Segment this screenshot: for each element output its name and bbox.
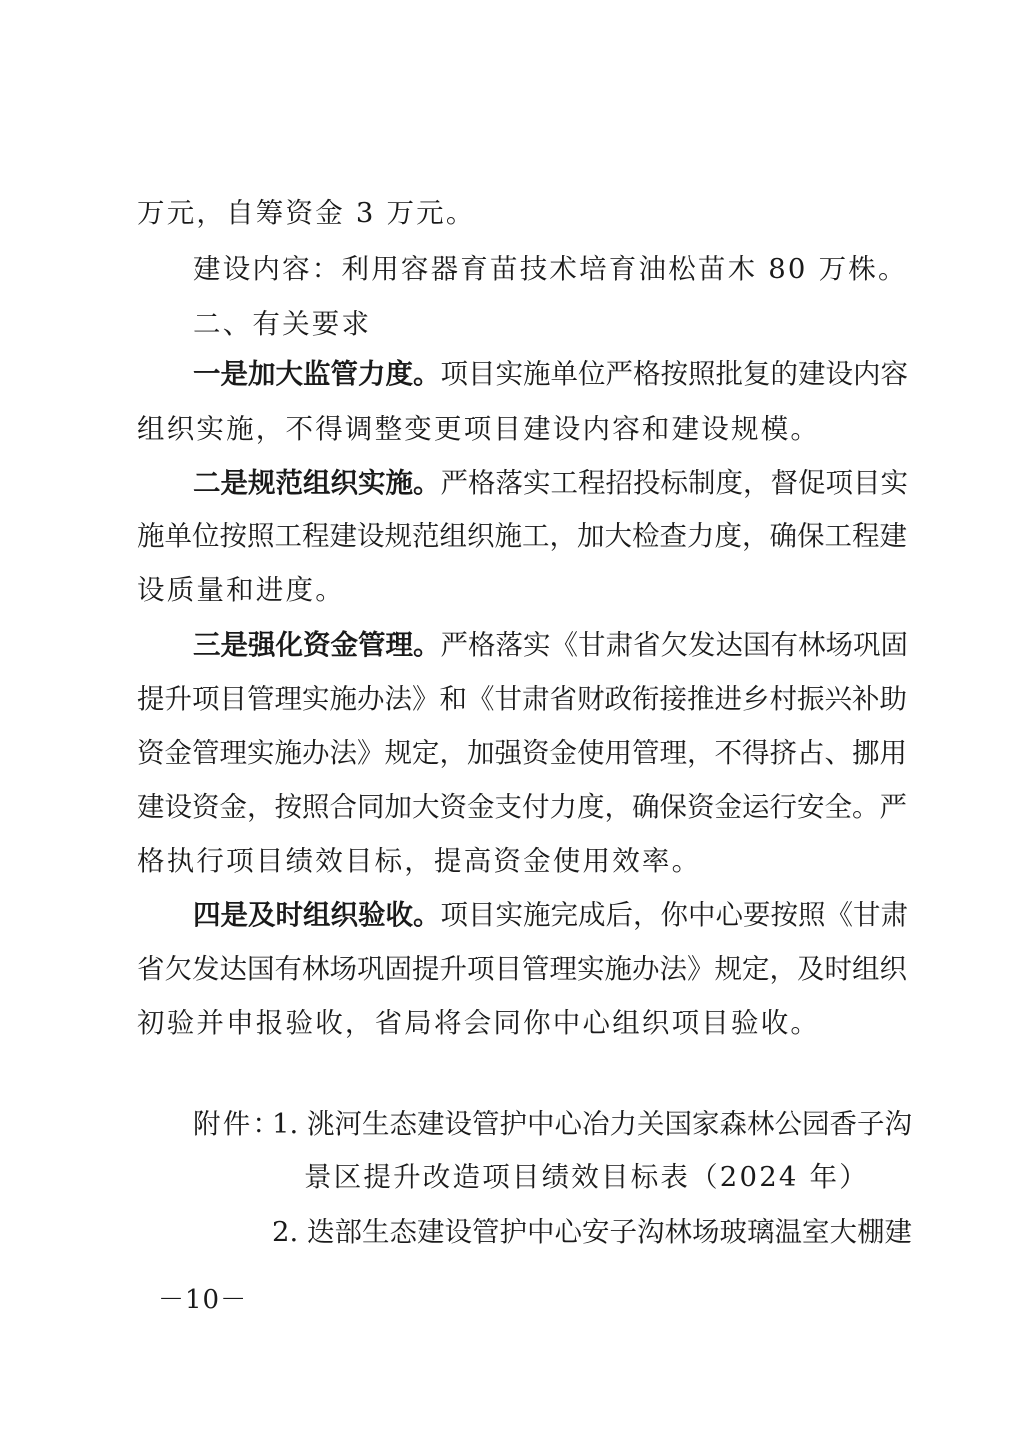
paragraph-lead: 四是及时组织验收。 — [193, 899, 441, 931]
text-line: 提升项目管理实施办法》和《甘肃省财政衔接推进乡村振兴补助 — [137, 683, 907, 715]
section-heading: 二、有关要求 — [193, 308, 372, 340]
paragraph-text: 严格落实工程招投标制度，督促项目实 — [440, 467, 908, 499]
paragraph-text: 严格落实《甘肃省欠发达国有林场巩固 — [440, 629, 908, 661]
attachment-label: 附件： — [193, 1108, 283, 1140]
paragraph-first-line — [137, 625, 908, 665]
text-line: 建设内容：利用容器育苗技术培育油松苗木 80 万株。 — [193, 253, 908, 285]
paragraph-first-line — [137, 895, 908, 935]
attachment-item-1-cont: 景区提升改造项目绩效目标表（2024 年） — [304, 1161, 869, 1193]
paragraph-lead: 二是规范组织实施。 — [193, 467, 441, 499]
text-line: 万元，自筹资金 3 万元。 — [137, 197, 476, 229]
paragraph-lead: 三是强化资金管理。 — [193, 629, 441, 661]
text-line: 施单位按照工程建设规范组织施工，加大检查力度，确保工程建 — [137, 520, 907, 552]
text-line: 组织实施，不得调整变更项目建设内容和建设规模。 — [137, 413, 821, 445]
paragraph-first-line — [137, 354, 908, 394]
attachment-item-1: 1. 洮河生态建设管护中心冶力关国家森林公园香子沟 — [272, 1108, 912, 1140]
text-line: 建设资金，按照合同加大资金支付力度，确保资金运行安全。严 — [137, 791, 907, 823]
text-line: 初验并申报验收，省局将会同你中心组织项目验收。 — [137, 1007, 821, 1039]
paragraph-first-line — [137, 463, 908, 503]
paragraph-text: 项目实施完成后，你中心要按照《甘肃 — [440, 899, 908, 931]
paragraph-text: 项目实施单位严格按照批复的建设内容 — [440, 358, 908, 390]
text-line: 设质量和进度。 — [137, 574, 345, 606]
paragraph-lead: 一是加大监管力度。 — [193, 358, 441, 390]
page-number: －10－ — [158, 1285, 248, 1315]
text-line: 省欠发达国有林场巩固提升项目管理实施办法》规定，及时组织 — [137, 953, 907, 985]
text-line: 资金管理实施办法》规定，加强资金使用管理，不得挤占、挪用 — [137, 737, 907, 769]
attachment-item-2: 2. 迭部生态建设管护中心安子沟林场玻璃温室大棚建 — [272, 1216, 912, 1248]
text-line: 格执行项目绩效目标，提高资金使用效率。 — [137, 845, 702, 877]
